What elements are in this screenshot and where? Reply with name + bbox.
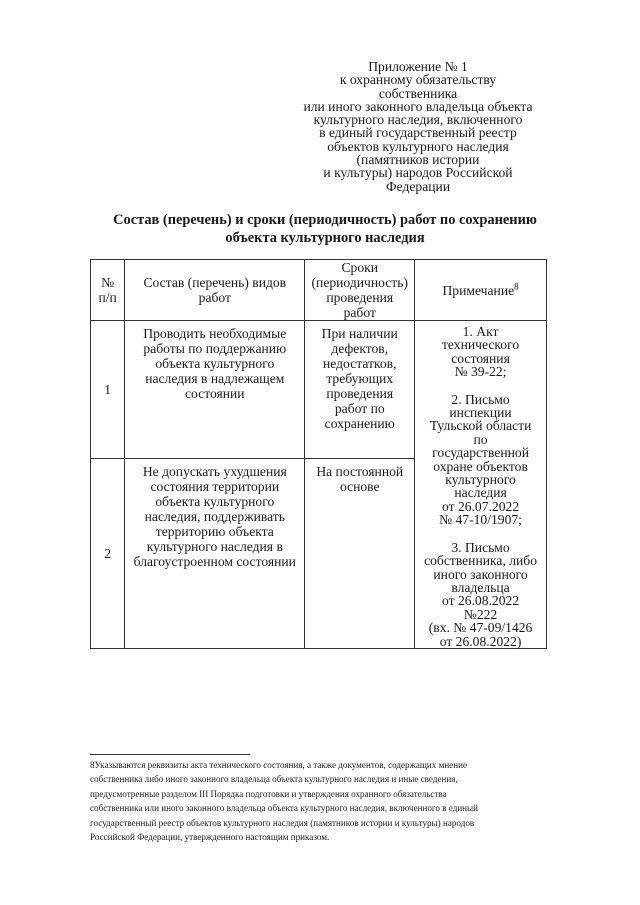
note-content xyxy=(419,321,542,648)
footnote-line: государственный реестр объектов культурного наследия (памятников истории и культуры) народов xyxy=(90,817,475,828)
note-line: состояния xyxy=(451,350,510,366)
note-line: от 26.07.2022 xyxy=(441,498,520,514)
title-line: Состав (перечень) и сроки (периодичность) работ по сохранению xyxy=(113,212,537,228)
cell-text: Не допускать ухудшения состояния территории объекта культурного наследия, поддерживать территорию объекта культурного наследия в благоустроенном состоянии xyxy=(133,464,296,570)
row-num: 1 xyxy=(91,321,125,459)
note-line: № 39-22; xyxy=(454,364,507,380)
footnote-line: собственника или иного законного владельца объекта культурного наследия, включенного в единый xyxy=(90,803,479,814)
footnote-divider xyxy=(90,754,250,755)
note-line: от 26.08.2022) xyxy=(439,633,522,649)
appendix-line: Федерации xyxy=(385,178,451,194)
note-line: 2. Письмо xyxy=(451,391,510,407)
note-line: 3. Письмо xyxy=(451,539,510,555)
note-line: владельца xyxy=(451,579,510,595)
footnote-line: Российской Федерации, утвержденного настоящим приказом. xyxy=(90,832,330,843)
appendix-line: и культуры) народов Российской xyxy=(323,165,513,181)
note-block-owner-letter xyxy=(419,541,542,648)
row-num: 2 xyxy=(91,459,125,649)
note-line: Тульской области xyxy=(429,418,532,434)
header-composition: Состав (перечень) видов работ xyxy=(125,260,305,321)
note-line: технического xyxy=(441,337,520,353)
table-row xyxy=(91,321,547,459)
row-terms xyxy=(305,459,415,649)
appendix-line: к охранному обязательству xyxy=(339,72,497,88)
note-line: по xyxy=(473,431,488,447)
footnote xyxy=(90,758,550,844)
appendix-header xyxy=(268,60,568,193)
row-composition xyxy=(125,459,305,649)
appendix-line: или иного законного владельца объекта xyxy=(303,98,533,114)
footnote-line: 8Указываются реквизиты акта технического состояния, а также документов, содержащих мнение xyxy=(90,760,468,770)
note-line: от 26.08.2022 xyxy=(441,593,520,609)
header-note xyxy=(415,260,547,321)
note-line: иного законного xyxy=(433,566,528,582)
note-line: охране объектов xyxy=(433,458,528,474)
appendix-line: собственника xyxy=(378,85,458,101)
row-composition xyxy=(125,321,305,459)
cell-text: На постоянной основе xyxy=(316,464,404,495)
appendix-line: объектов культурного наследия xyxy=(327,138,509,154)
header-num: № п/п xyxy=(91,260,125,321)
works-table xyxy=(90,259,547,649)
row-terms xyxy=(305,321,415,459)
appendix-line: (памятников истории xyxy=(356,152,480,168)
footnote-line: предусмотренные разделом III Порядка подготовки и утверждения охранного обязательства xyxy=(90,788,447,799)
note-line: культурного xyxy=(445,472,516,488)
note-line: № 47-10/1907; xyxy=(439,512,522,528)
note-line: государственной xyxy=(432,445,529,461)
cell-text: При наличии дефектов, недостатков, требующих проведения работ по сохранению xyxy=(321,326,398,431)
appendix-line: Приложение № 1 xyxy=(368,59,468,74)
row-note xyxy=(415,321,547,649)
header-note-label: Примечание xyxy=(442,282,515,298)
footnote-line: собственника либо иного законного владельца объекта культурного наследия и иные сведения, xyxy=(90,774,458,785)
document-title xyxy=(60,212,590,247)
table-header-row xyxy=(91,260,547,321)
header-terms: Сроки (периодичность) проведения работ xyxy=(305,260,415,321)
note-line: наследия xyxy=(454,485,507,501)
note-line: (вх. № 47-09/1426 xyxy=(428,620,533,636)
note-block-act xyxy=(419,325,542,379)
note-line: инспекции xyxy=(449,405,512,421)
note-line: №222 xyxy=(463,606,498,622)
appendix-line: в единый государственный реестр xyxy=(319,125,517,141)
header-note-footnote-ref: 8 xyxy=(514,280,519,291)
note-line: 1. Акт xyxy=(462,324,499,339)
appendix-line: культурного наследия, включенного xyxy=(313,112,523,128)
title-line: объекта культурного наследия xyxy=(225,229,425,246)
note-block-inspection-letter xyxy=(419,393,542,527)
note-line: собственника, либо xyxy=(424,553,538,569)
cell-text: Проводить необходимые работы по поддержанию объекта культурного наследия в надлежащем состоянии xyxy=(143,326,287,401)
